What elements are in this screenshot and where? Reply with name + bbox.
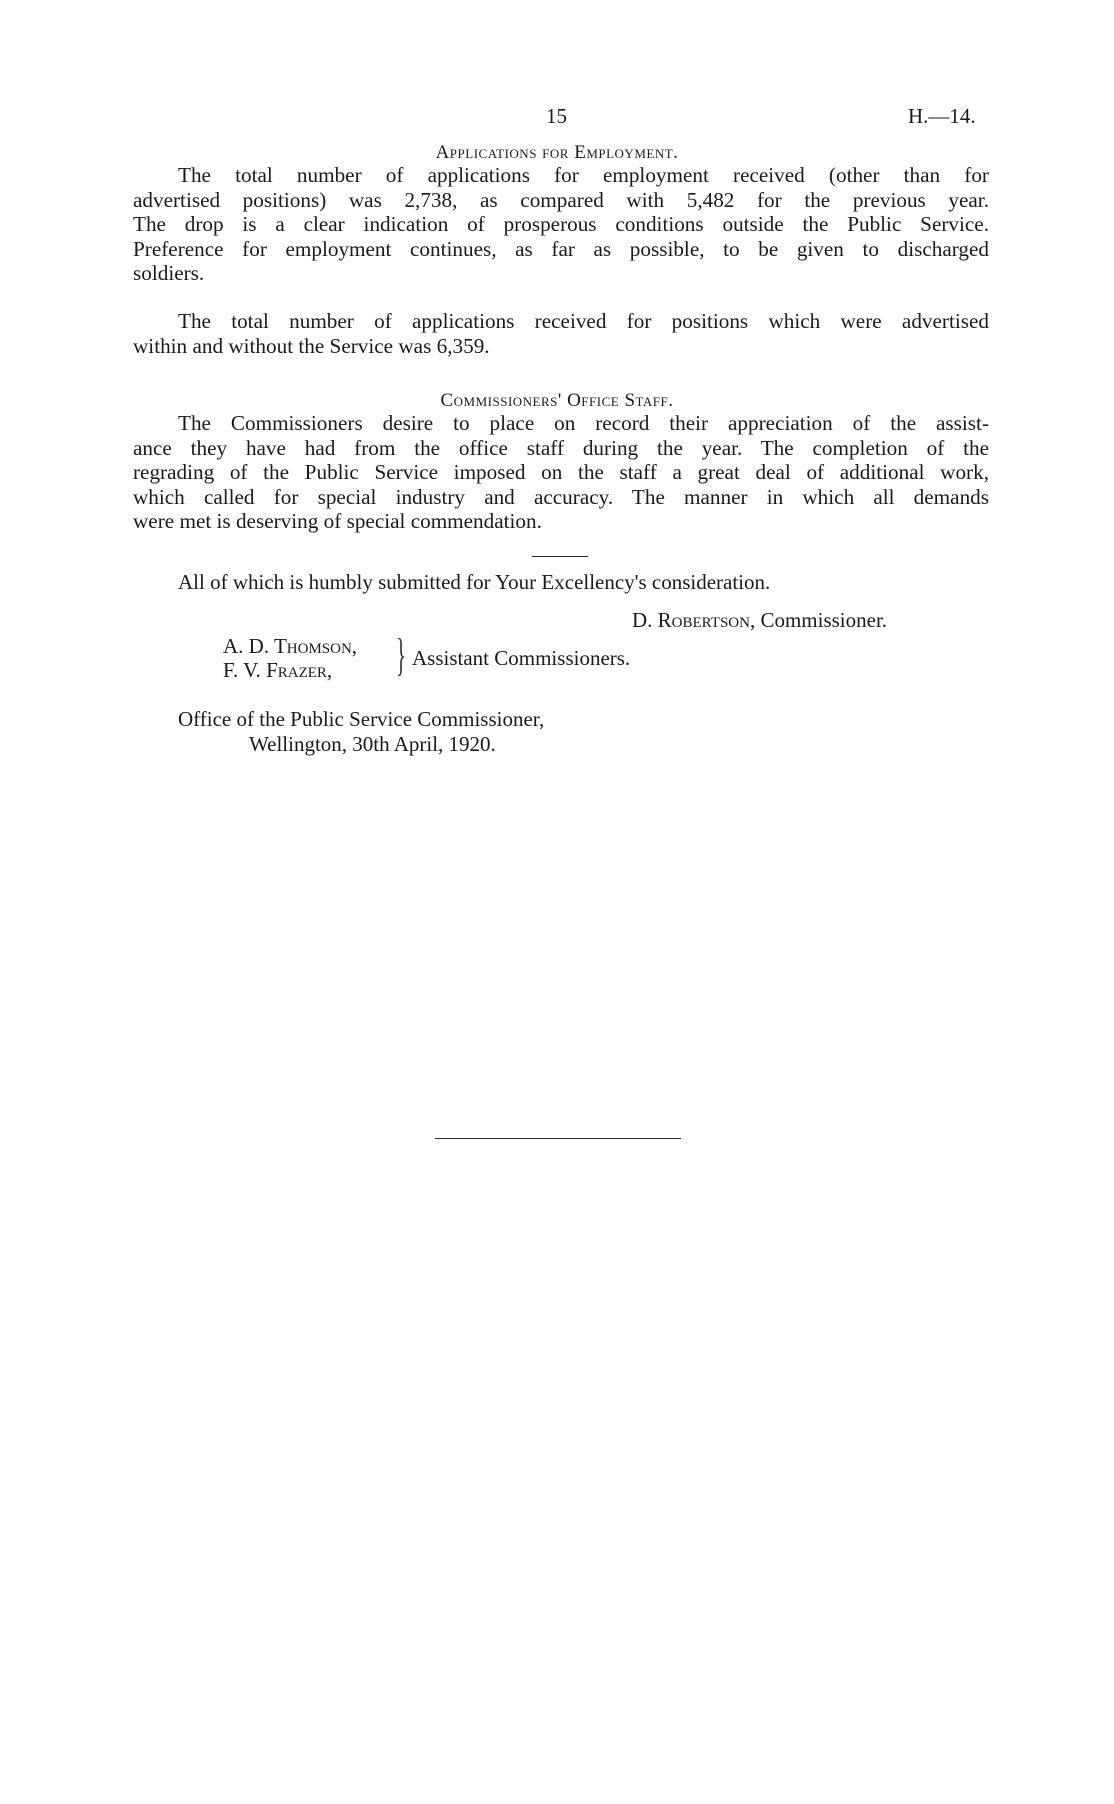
assistant-role: Assistant Commissioners. — [412, 646, 631, 670]
text-line: The total number of applications received for positions which were advertised — [178, 309, 989, 333]
brace-icon: } — [396, 629, 406, 680]
text-line: The drop is a clear indication of prosperous conditions outside the Public Service. — [133, 212, 989, 237]
paragraph-office-staff — [133, 411, 989, 534]
commissioner-signature — [632, 608, 887, 633]
text-line: advertised positions) was 2,738, as compared with 5,482 for the previous year. — [133, 187, 989, 212]
paragraph-applications-count — [133, 163, 989, 286]
text-line: were met is deserving of special commendation. — [133, 509, 542, 534]
closing-statement: All of which is humbly submitted for Your Excellency's consideration. — [178, 570, 771, 594]
heading-office-staff: Commissioners' Office Staff. — [440, 390, 674, 411]
paragraph-advertised-positions — [133, 309, 989, 358]
commissioner-name: D. Robertson, — [632, 608, 756, 632]
document-reference: H.—14. — [908, 104, 976, 128]
section-divider — [532, 556, 588, 557]
text-line: ance they have had from the office staff during the year. The completion of the — [133, 435, 989, 460]
page-number: 15 — [546, 104, 567, 128]
office-address-line-1: Office of the Public Service Commissioner, — [178, 707, 545, 731]
end-of-page-rule — [435, 1138, 681, 1139]
text-line: The Commissioners desire to place on record their appreciation of the assist- — [178, 411, 989, 435]
assistant-commissioner-1: A. D. Thomson, — [223, 634, 358, 658]
text-line: soldiers. — [133, 261, 205, 286]
commissioner-title: Commissioner. — [760, 608, 888, 632]
heading-applications-for-employment: Applications for Employment. — [435, 142, 679, 163]
text-line: Preference for employment continues, as far as possible, to be given to discharged — [133, 236, 989, 261]
office-address-line-2: Wellington, 30th April, 1920. — [249, 732, 496, 756]
text-line: which called for special industry and accuracy. The manner in which all demands — [133, 484, 989, 509]
assistant-commissioner-2: F. V. Frazer, — [223, 658, 333, 682]
text-line: regrading of the Public Service imposed on the staff a great deal of additional work, — [133, 460, 989, 485]
text-line: The total number of applications for employment received (other than for — [178, 163, 989, 187]
text-line: within and without the Service was 6,359. — [133, 333, 490, 358]
